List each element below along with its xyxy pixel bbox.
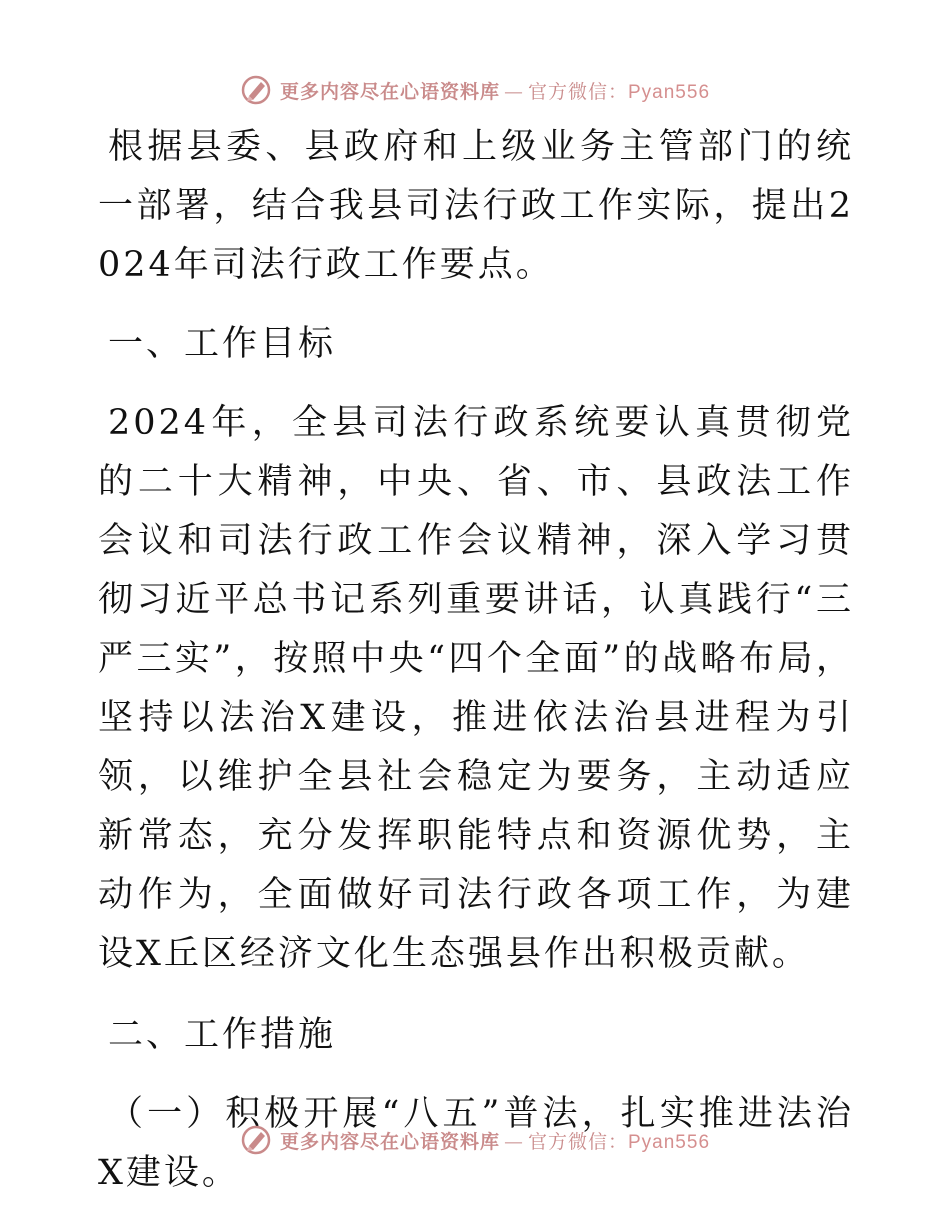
watermark-main: 更多内容尽在心语资料库	[279, 1130, 500, 1153]
pen-logo-icon	[240, 74, 272, 106]
pen-logo-icon	[240, 1124, 272, 1156]
footer-watermark	[0, 1120, 950, 1160]
watermark-main: 更多内容尽在心语资料库	[279, 80, 500, 103]
section-1-heading: 一、工作目标	[108, 324, 337, 364]
document-body	[98, 118, 854, 1203]
section-1-paragraph: 2024年，全县司法行政系统要认真贯彻党的二十大精神，中央、省、市、县政法工作会议和司法行政工作会议精神，深入学习贯彻习近平总书记系列重要讲话，认真践行“三严三实”，按照中央“四个全面”的战略布局，坚持以法治X建设，推进依法治县进程为引领，以维护全县社会稳定为要务，主动适应新常态，充分发挥职能特点和资源优势，主动作为，全面做好司法行政各项工作，为建设X丘区经济文化生态强县作出积极贡献。	[98, 403, 854, 974]
watermark-text	[280, 77, 710, 104]
watermark-separator: —	[503, 1130, 524, 1153]
watermark-wechat-label: 官方微信：	[527, 1130, 628, 1153]
watermark-separator: —	[503, 80, 524, 103]
section-2-heading: 二、工作措施	[108, 1015, 337, 1055]
watermark-wechat-label: 官方微信：	[527, 80, 628, 103]
subsection-1-heading: （一）积极开展“八五”普法，扎实推进法治X建设。	[98, 1094, 854, 1193]
watermark-wechat-id: Pyan556	[628, 81, 711, 103]
watermark-wechat-id: Pyan556	[628, 1131, 711, 1153]
intro-paragraph: 根据县委、县政府和上级业务主管部门的统一部署，结合我县司法行政工作实际，提出2024年司法行政工作要点。	[98, 127, 854, 285]
watermark-text	[280, 1127, 710, 1154]
header-watermark	[0, 70, 950, 110]
